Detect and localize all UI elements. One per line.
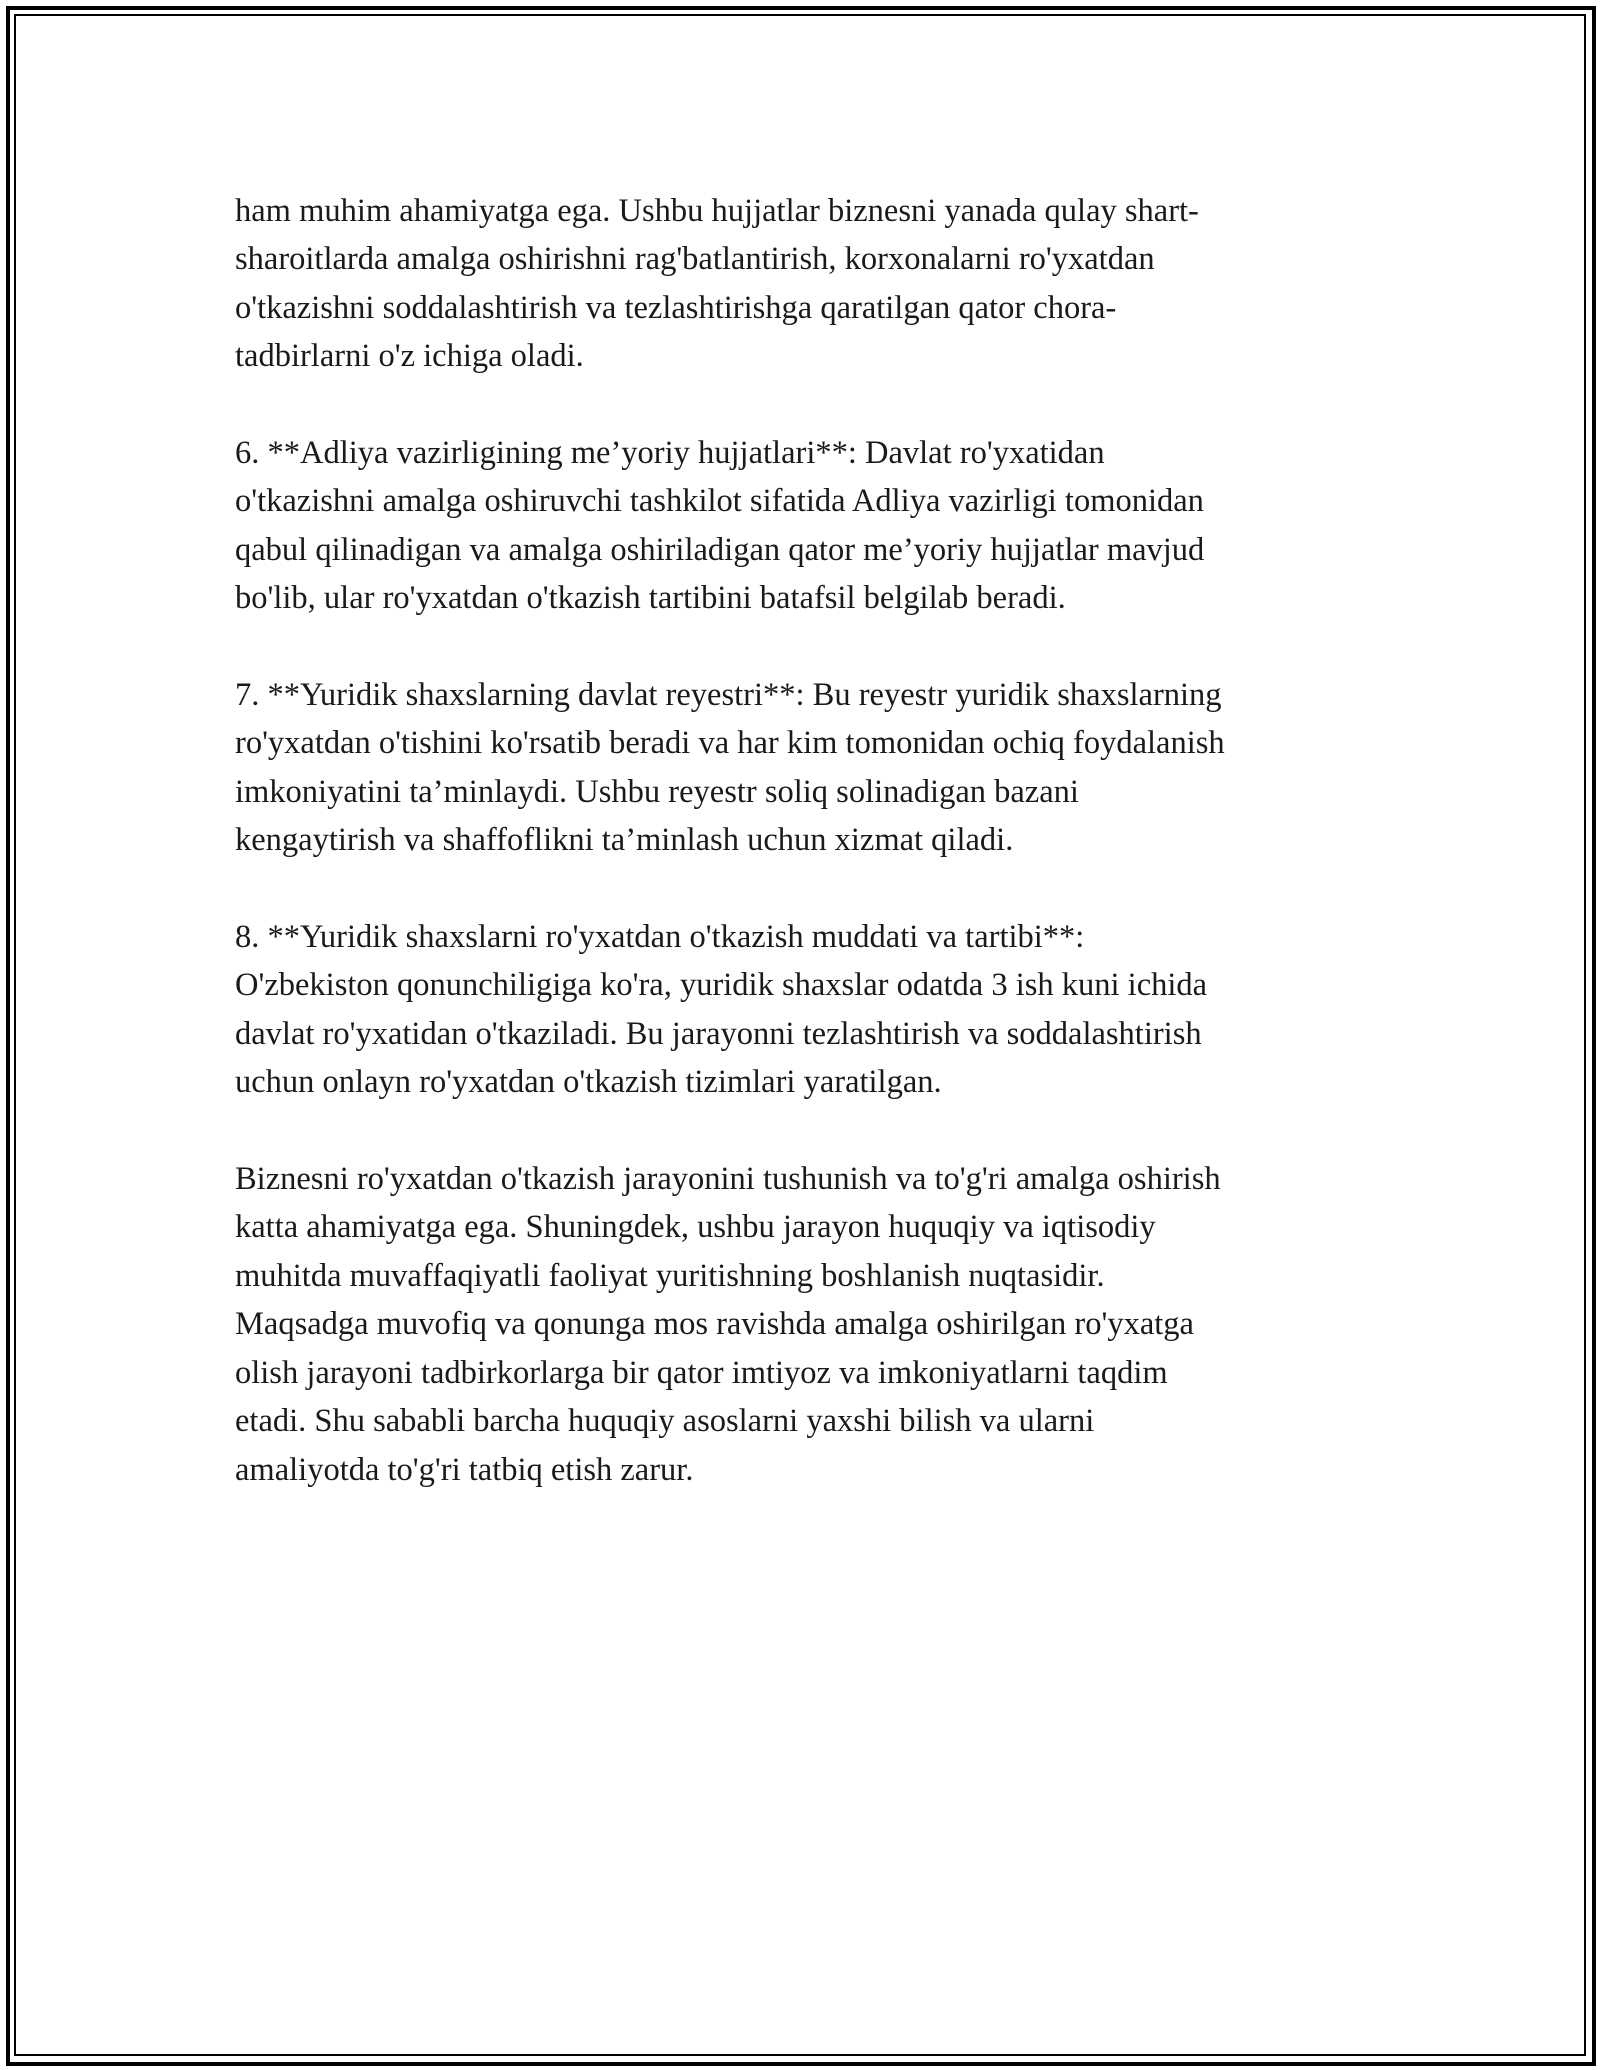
text-line: uchun onlayn ro'yxatdan o'tkazish tizimlari yaratilgan. [235,1064,942,1101]
text-line: tadbirlarni o'z ichiga oladi. [235,338,584,375]
paragraph-conclusion [235,1155,1365,1494]
text-line: bo'lib, ular ro'yxatdan o'tkazish tartibini batafsil belgilab beradi. [235,580,1066,617]
text-line: kengaytirish va shaffoflikni ta’minlash uchun xizmat qiladi. [235,822,1014,859]
text-line: Maqsadga muvofiq va qonunga mos ravishda amalga oshirilgan ro'yxatga [235,1306,1194,1343]
text-line: muhitda muvaffaqiyatli faoliyat yuritishning boshlanish nuqtasidir. [235,1257,1105,1294]
text-line: 6. **Adliya vazirligining me’yoriy hujjatlari**: Davlat ro'yxatidan [235,435,1105,472]
document-body [235,187,1365,1542]
text-line: 8. **Yuridik shaxslarni ro'yxatdan o'tkazish muddati va tartibi**: [235,919,1085,956]
text-line: qabul qilinadigan va amalga oshiriladigan qator me’yoriy hujjatlar mavjud [235,531,1205,568]
text-line: ro'yxatdan o'tishini ko'rsatib beradi va har kim tomonidan ochiq foydalanish [235,725,1225,762]
text-line: 7. **Yuridik shaxslarning davlat reyestri**: Bu reyestr yuridik shaxslarning [235,677,1222,714]
text-line: O'zbekiston qonunchiligiga ko'ra, yuridik shaxslar odatda 3 ish kuni ichida [235,967,1208,1004]
text-line: o'tkazishni amalga oshiruvchi tashkilot sifatida Adliya vazirligi tomonidan [235,483,1204,520]
text-line: katta ahamiyatga ega. Shuningdek, ushbu jarayon huquqiy va iqtisodiy [235,1209,1156,1246]
paragraph-intro-continuation [235,187,1365,381]
paragraph-item-6 [235,429,1365,623]
paragraph-item-7 [235,671,1365,865]
text-line: imkoniyatini ta’minlaydi. Ushbu reyestr soliq solinadigan bazani [235,773,1079,810]
text-line: ham muhim ahamiyatga ega. Ushbu hujjatlar biznesni yanada qulay shart- [235,193,1199,229]
text-line: sharoitlarda amalga oshirishni rag'batlantirish, korxonalarni ro'yxatdan [235,241,1155,278]
text-line: olish jarayoni tadbirkorlarga bir qator imtiyoz va imkoniyatlarni taqdim [235,1354,1168,1391]
text-line: amaliyotda to'g'ri tatbiq etish zarur. [235,1451,694,1488]
text-line: Biznesni ro'yxatdan o'tkazish jarayonini tushunish va to'g'ri amalga oshirish [235,1161,1221,1198]
text-line: davlat ro'yxatidan o'tkaziladi. Bu jarayonni tezlashtirish va soddalashtirish [235,1015,1202,1052]
paragraph-item-8 [235,913,1365,1107]
text-line: etadi. Shu sababli barcha huquqiy asoslarni yaxshi bilish va ularni [235,1403,1095,1440]
text-line: o'tkazishni soddalashtirish va tezlashtirishga qaratilgan qator chora- [235,289,1117,326]
